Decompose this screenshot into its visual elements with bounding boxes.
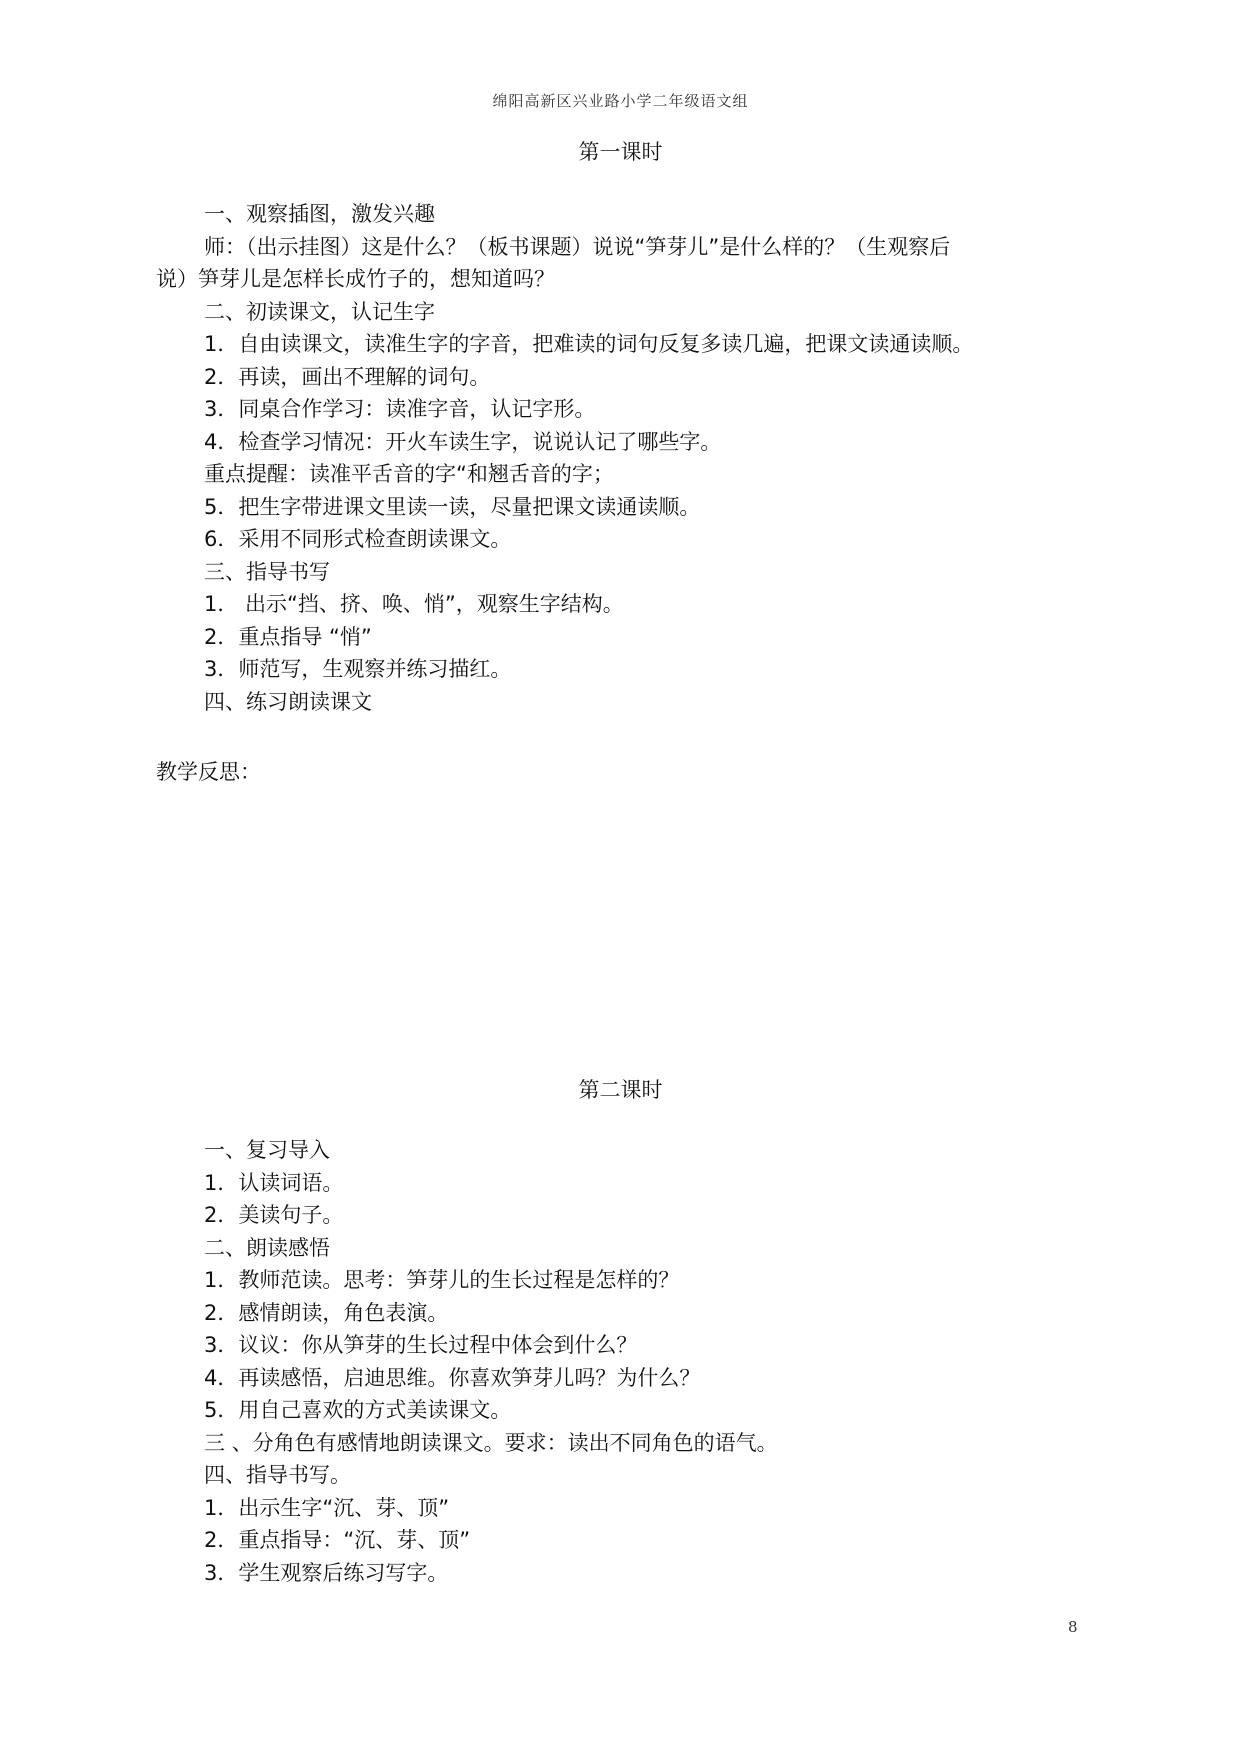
list-item: 3．同桌合作学习：读准字音，认记字形。 [204, 397, 596, 421]
list-item: 4．检查学习情况：开火车读生字，说说认记了哪些字。 [204, 429, 722, 454]
paragraph-line: 说）笋芽儿是怎样长成竹子的，想知道吗？ [156, 267, 555, 291]
session-1-body [156, 198, 1100, 718]
section-heading: 一、观察插图，激发兴趣 [204, 202, 435, 226]
list-item: 5．用自己喜欢的方式美读课文。 [204, 1398, 512, 1422]
page-number: 8 [1068, 1618, 1078, 1636]
list-item: 3．师范写，生观察并练习描红。 [204, 657, 512, 681]
list-item: 5．把生字带进课文里读一读，尽量把课文读通读顺。 [204, 494, 701, 519]
section-heading: 四、指导书写。 [204, 1463, 351, 1487]
list-item: 1．教师范读。思考：笋芽儿的生长过程是怎样的？ [204, 1268, 680, 1292]
list-item: 2．再读，画出不理解的词句。 [204, 364, 491, 389]
list-item: 1．认读词语。 [204, 1170, 344, 1195]
list-item: 1．出示生字“沉、芽、顶” [204, 1495, 450, 1520]
list-item: 2．重点指导：“沉、芽、顶” [204, 1528, 471, 1552]
note-line: 重点提醒：读准平舌音的字“和翘舌音的字； [204, 462, 614, 486]
section-heading: 四、练习朗读课文 [204, 689, 372, 714]
list-item: 1．自由读课文，读准生字的字音，把难读的词句反复多读几遍，把课文读通读顺。 [204, 332, 974, 356]
section-heading: 二、朗读感悟 [204, 1235, 330, 1260]
section-heading: 一、复习导入 [204, 1138, 330, 1162]
session-2-body [160, 1134, 1100, 1589]
reflection-label: 教学反思： [156, 760, 261, 784]
paragraph-line: 师：（出示挂图）这是什么？（板书课题）说说“笋芽儿”是什么样的？（生观察后 [204, 234, 951, 259]
list-item: 3．议议：你从笋芽的生长过程中体会到什么？ [204, 1333, 638, 1357]
list-item: 2．感情朗读，角色表演。 [204, 1300, 449, 1325]
section-heading: 二、初读课文，认记生字 [204, 299, 435, 324]
list-item: 1． 出示“挡、挤、唤、悄”，观察生字结构。 [204, 592, 624, 616]
session-2-title: 第二课时 [578, 1078, 663, 1102]
section-heading: 三、指导书写 [204, 559, 330, 584]
page-header: 绵阳高新区兴业路小学二年级语文组 [492, 92, 749, 110]
list-item: 6．采用不同形式检查朗读课文。 [204, 527, 512, 551]
section-heading: 三 、分角色有感情地朗读课文。要求：读出不同角色的语气。 [204, 1430, 778, 1455]
list-item: 4．再读感悟，启迪思维。你喜欢笋芽儿吗？为什么？ [204, 1365, 701, 1390]
session-1-title: 第一课时 [578, 140, 663, 164]
list-item: 3．学生观察后练习写字。 [204, 1560, 449, 1585]
list-item: 2．美读句子。 [204, 1203, 344, 1227]
list-item: 2．重点指导 “悄” [204, 624, 372, 649]
